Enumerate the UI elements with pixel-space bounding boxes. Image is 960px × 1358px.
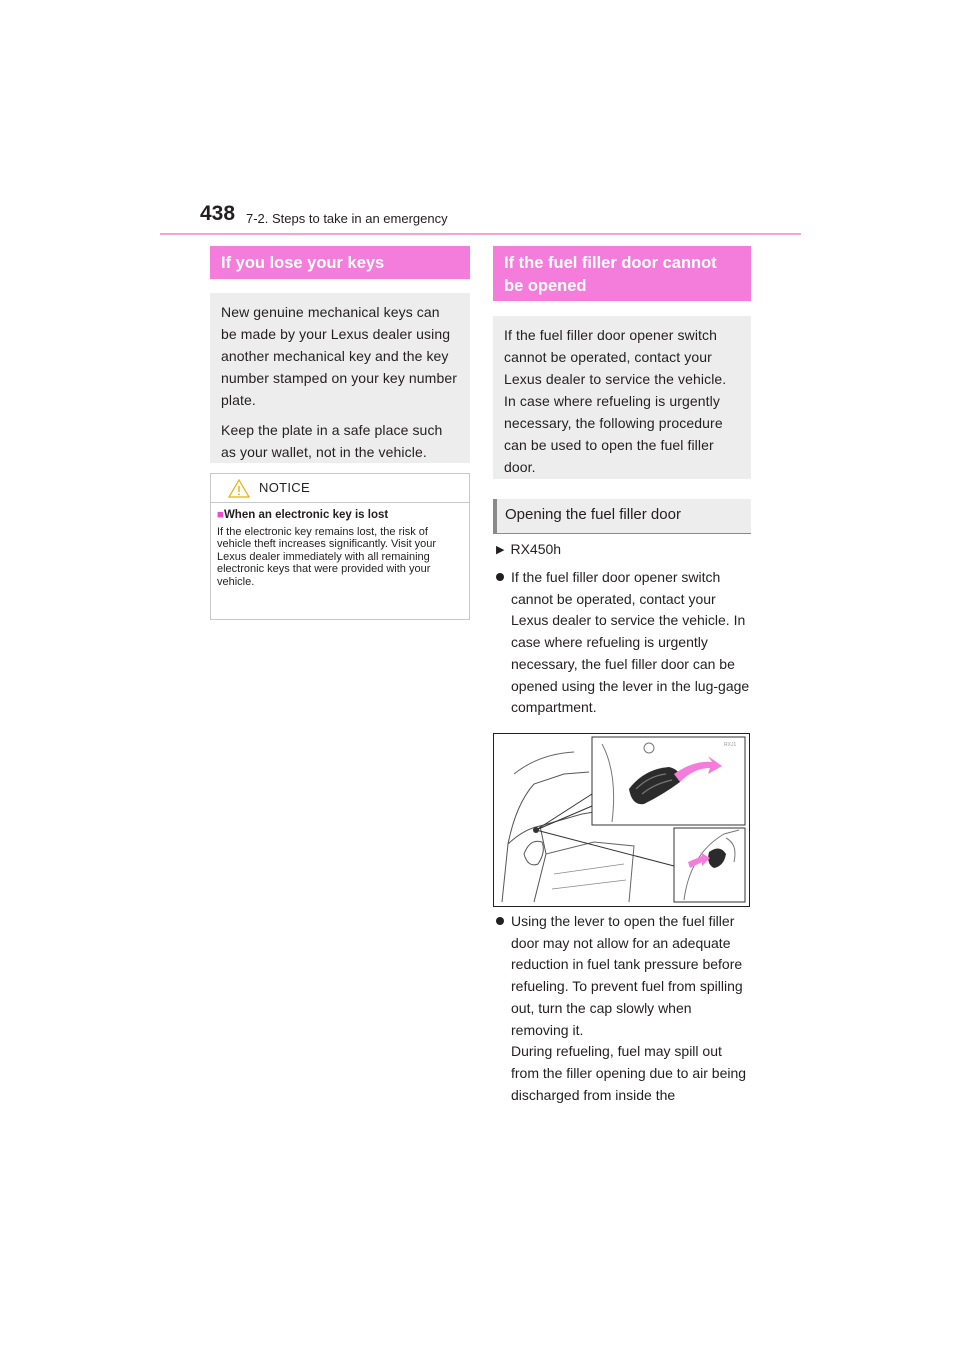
warning-triangle-icon bbox=[228, 479, 250, 498]
notice-subheading-text: When an electronic key is lost bbox=[223, 509, 389, 521]
bullet-text-2 bbox=[511, 911, 751, 1106]
fuel-door-info-box bbox=[493, 316, 751, 479]
bullet-item-2 bbox=[496, 911, 751, 1111]
section-title: 7-2. Steps to take in an emergency bbox=[246, 211, 448, 226]
luggage-compartment-drawing bbox=[494, 734, 749, 906]
lost-keys-info-box bbox=[210, 293, 470, 463]
page-number: 438 bbox=[200, 202, 236, 225]
notice-label: NOTICE bbox=[259, 480, 310, 495]
lost-keys-heading-text: If you lose your keys bbox=[221, 254, 385, 272]
opening-fuel-door-subheading: Opening the fuel filler door bbox=[493, 499, 751, 533]
bullet-dot bbox=[496, 917, 504, 925]
bullet-item-1 bbox=[496, 567, 751, 722]
lost-keys-paragraph-1: New genuine mechanical keys can be made by your Lexus dealer using another mechanical key and the key number stamped on your key number plate. bbox=[221, 304, 457, 408]
svg-text:RXJ1: RXJ1 bbox=[724, 742, 737, 748]
notice-subheading bbox=[217, 509, 463, 522]
notice-subheading-marker: ■ bbox=[217, 509, 224, 521]
subheading-rule bbox=[493, 533, 751, 534]
bullet-dot bbox=[496, 573, 504, 581]
model-marker: ▶ bbox=[496, 544, 505, 556]
fuel-lever-illustration bbox=[493, 733, 750, 907]
bullet-text-2-continued: During refueling, fuel may spill out from the filler opening due to air being discharged from inside the bbox=[511, 1043, 747, 1103]
notice-header bbox=[211, 474, 469, 503]
lost-keys-paragraph-2: Keep the plate in a safe place such as your wallet, not in the vehicle. bbox=[221, 422, 443, 460]
bullet-text-2-main: Using the lever to open the fuel filler door may not allow for an adequate reduction in fuel tank pressure before refueling. To prevent fuel from spilling out, turn the cap slowly when removing it. bbox=[511, 913, 743, 1038]
notice-box bbox=[210, 473, 470, 620]
notice-body bbox=[211, 503, 469, 588]
notice-text: If the electronic key remains lost, the risk of vehicle theft increases significantly. Visit your Lexus dealer immediately with all remaining electronic keys that were provided with your vehicle. bbox=[217, 525, 437, 588]
fuel-door-heading-text: If the fuel filler door cannot be opened bbox=[504, 254, 717, 295]
header-rule bbox=[160, 233, 801, 235]
model-line bbox=[496, 539, 561, 563]
bullet-text-1: If the fuel filler door opener switch cannot be operated, contact your Lexus dealer to service the vehicle. In case where refueling is urgently necessary, the fuel filler door can be opened using the lever in the lug-gage compartment. bbox=[511, 569, 750, 716]
model-name: RX450h bbox=[510, 541, 562, 557]
lost-keys-heading bbox=[210, 246, 470, 279]
fuel-door-heading bbox=[493, 246, 751, 301]
fuel-door-intro: If the fuel filler door opener switch cannot be operated, contact your Lexus dealer to service the vehicle. In case where refueling is urgently necessary, the following procedure can be used to open the fuel filler door. bbox=[504, 327, 727, 475]
